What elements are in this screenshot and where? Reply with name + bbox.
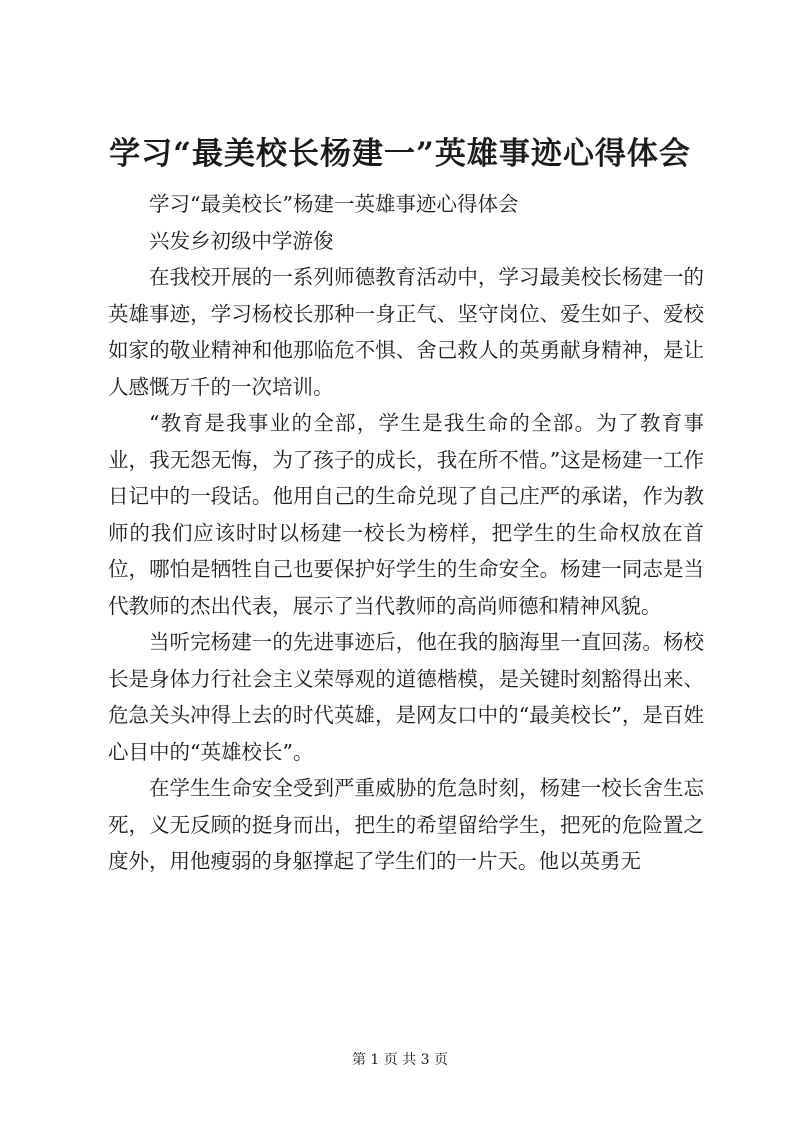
subtitle-paragraph: 学习“最美校长”杨建一英雄事迹心得体会 — [149, 192, 519, 216]
author-paragraph: 兴发乡初级中学游俊 — [149, 228, 334, 253]
body-paragraph: 当听完杨建一的先进事迹后，他在我的脑海里一直回荡。杨校长是身体力行社会主义荣辱观的道德楷模，是关键时刻豁得出来、危急关头冲得上去的时代英雄，是网友口中的“最美校长”，是百姓心目中的“英雄校长”。 — [108, 630, 704, 764]
body-paragraph: 在学生生命安全受到严重威胁的危急时刻，杨建一校长舍生忘死，义无反顾的挺身而出，把生的希望留给学生，把死的危险置之度外，用他瘦弱的身躯撑起了学生们的一片天。他以英勇无 — [108, 776, 704, 873]
document-title: 学习“最美校长杨建一”英雄事迹心得体会 — [109, 136, 691, 172]
body-paragraph: 在我校开展的一系列师德教育活动中，学习最美校长杨建一的英雄事迹，学习杨校长那种一身正气、坚守岗位、爱生如子、爱校如家的敬业精神和他那临危不惧、舍己救人的英勇献身精神，是让人感慨万千的一次培训。 — [108, 265, 704, 399]
document-body — [108, 186, 704, 880]
page-number-footer: 第 1 页 共 3 页 — [351, 1052, 449, 1068]
body-paragraph: “教育是我事业的全部，学生是我生命的全部。为了教育事业，我无怨无悔，为了孩子的成长，我在所不惜。”这是杨建一工作日记中的一段话。他用自己的生命兑现了自己庄严的承诺，作为教师的我们应该时时以杨建一校长为榜样，把学生的生命权放在首位，哪怕是牺牲自己也要保护好学生的生命安全。杨建一同志是当代教师的杰出代表，展示了当代教师的高尚师德和精神风貌。 — [108, 411, 704, 618]
